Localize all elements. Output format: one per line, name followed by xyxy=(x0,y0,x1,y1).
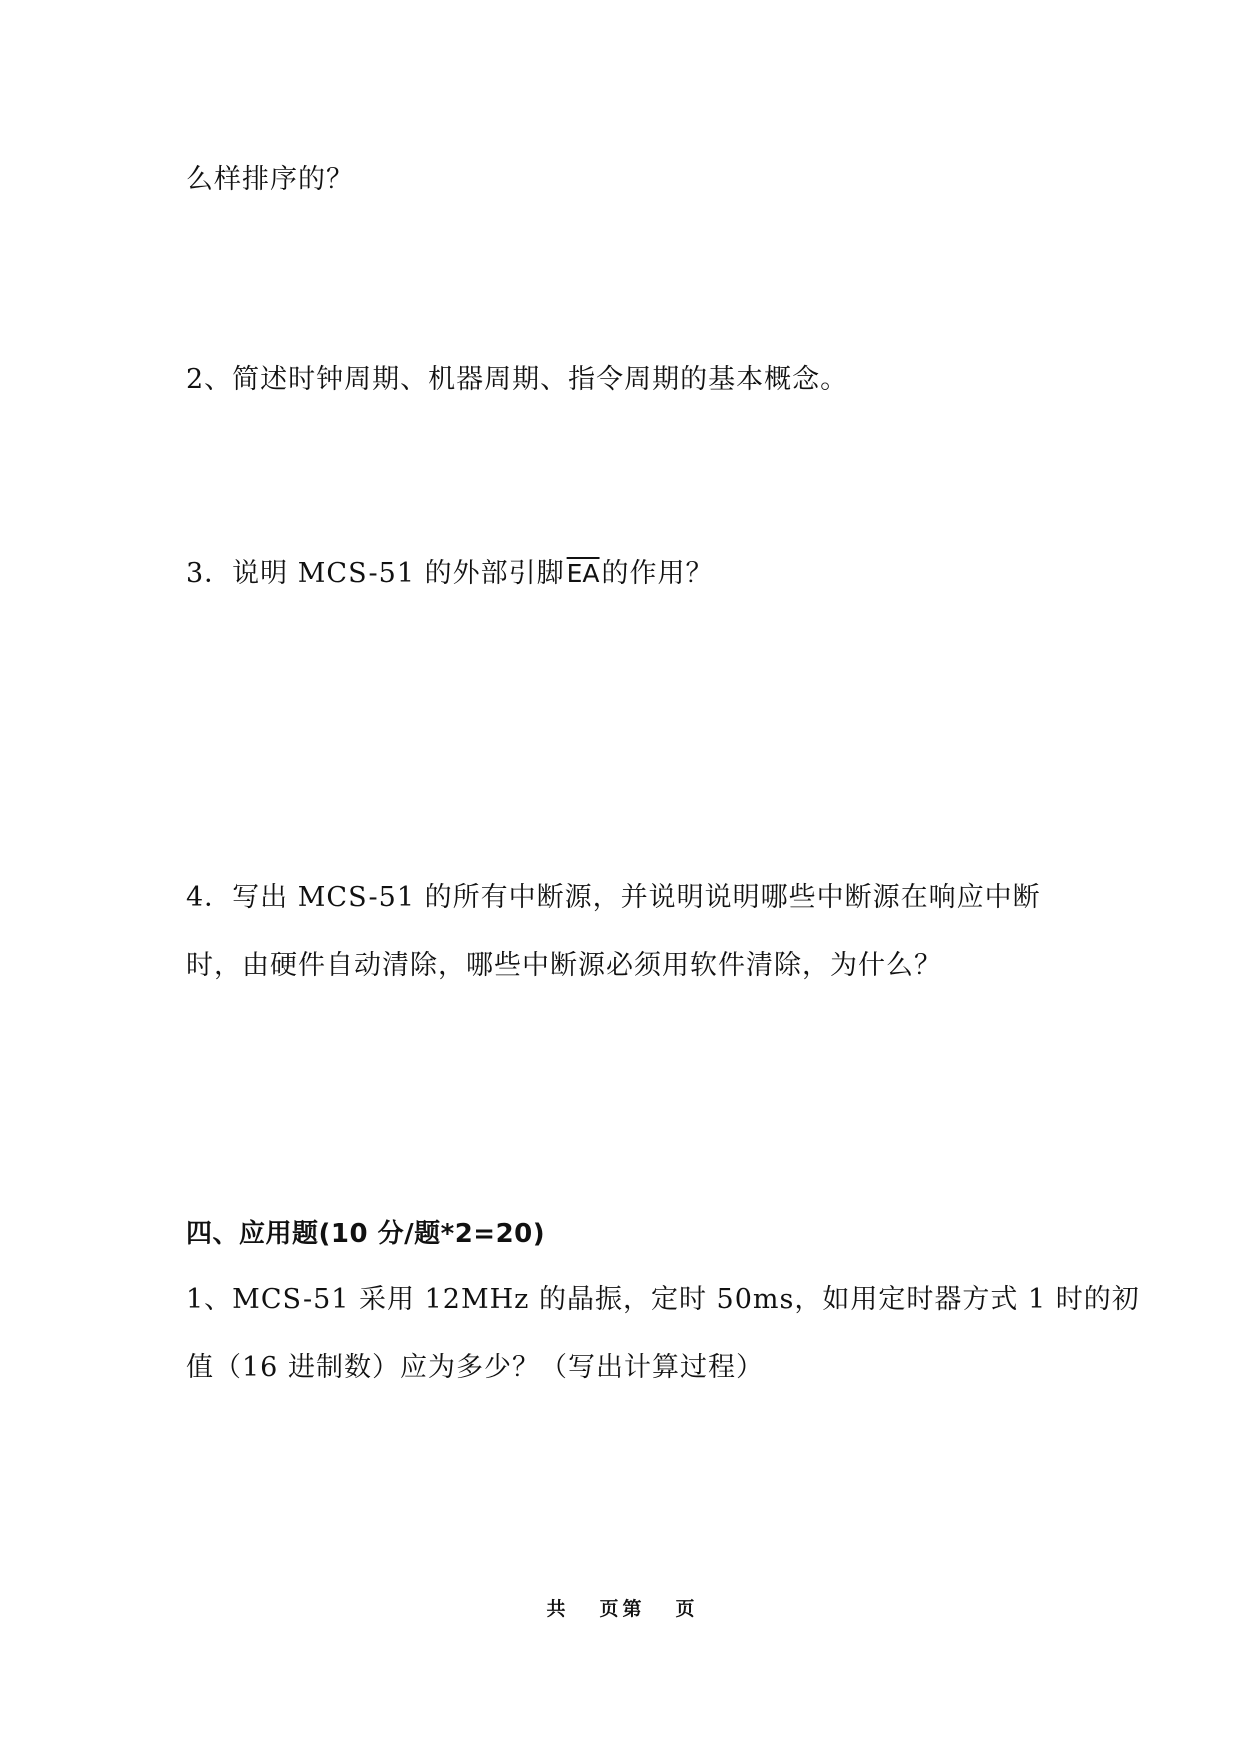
section-4-title: 四、应用题(10 分/题*2=20) xyxy=(186,1219,546,1249)
application-question-1-line-1: 1、MCS-51 采用 12MHz 的晶振，定时 50ms，如用定时器方式 1 时的初 xyxy=(186,1284,1140,1315)
question-3-text-before: 3．说明 MCS-51 的外部引脚 xyxy=(186,558,565,589)
question-3 xyxy=(186,556,714,592)
question-3-text-after: 的作用？ xyxy=(601,558,714,589)
ea-pin-label: $\overline{EA}$ xyxy=(566,559,600,588)
application-question-1-line-2: 值（16 进制数）应为多少？（写出计算过程） xyxy=(186,1352,764,1383)
question-2: 2、简述时钟周期、机器周期、指令周期的基本概念。 xyxy=(186,364,849,395)
footer-ye-2: 页 xyxy=(675,1598,695,1620)
footer-di: 第 xyxy=(622,1598,642,1620)
footer-gong: 共 xyxy=(546,1598,566,1620)
question-4-line-2: 时，由硬件自动清除，哪些中断源必须用软件清除，为什么？ xyxy=(186,950,942,981)
footer-ye-1: 页 xyxy=(599,1598,619,1620)
page-footer xyxy=(0,1596,1241,1622)
question-continuation: 么样排序的？ xyxy=(186,164,354,195)
question-4-line-1: 4．写出 MCS-51 的所有中断源，并说明说明哪些中断源在响应中断 xyxy=(186,882,1041,913)
